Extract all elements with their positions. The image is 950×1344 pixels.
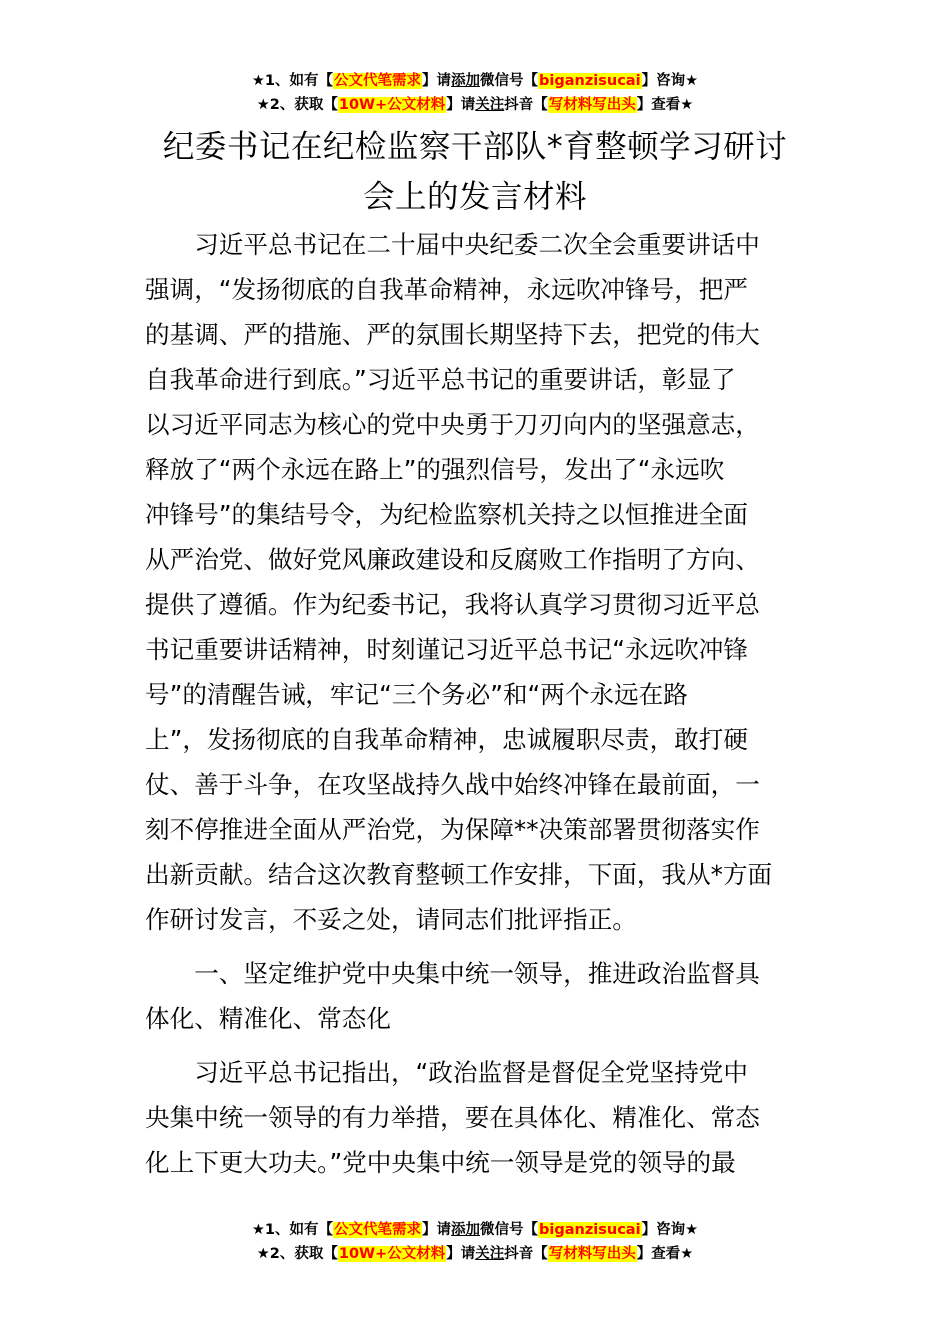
text-line: 释放了“两个永远在路上”的强烈信号，发出了“永远吹: [145, 455, 725, 484]
text-line: 刻不停推进全面从严治党，为保障**决策部署贯彻落实作: [145, 815, 760, 844]
banner-text: 】请: [446, 1246, 476, 1262]
paragraph-gap: [145, 1041, 807, 1050]
highlight-wechat-id: biganzisucai: [539, 73, 641, 89]
banner-line-1: [0, 69, 950, 93]
text-line: 自我革命进行到底。”习近平总书记的重要讲话，彰显了: [145, 365, 736, 394]
banner-line-2: [0, 1242, 950, 1266]
banner-underlined-text: 关注: [475, 97, 505, 113]
text-line: 习近平总书记指出，“政治监督是督促全党坚持党中: [145, 1058, 748, 1087]
text-line: 提供了遵循。作为纪委书记，我将认真学习贯彻习近平总: [145, 590, 760, 619]
section-heading-1: [145, 951, 807, 1041]
text-line: 从严治党、做好党风廉政建设和反腐败工作指明了方向、: [145, 545, 760, 574]
title-line: 纪委书记在纪检监察干部队*育整顿学习研讨: [162, 129, 788, 165]
banner-line-1: [0, 1218, 950, 1242]
banner-text: 微信号【: [480, 1222, 539, 1238]
header-banner: [0, 69, 950, 117]
highlight-materials: 10W+公文材料: [338, 97, 446, 113]
document-title: [120, 122, 830, 222]
banner-text: 】请: [446, 97, 476, 113]
banner-text: 】咨询★: [641, 1222, 699, 1238]
banner-text: 】查看★: [636, 97, 694, 113]
heading-line: 体化、精准化、常态化: [145, 1004, 391, 1033]
banner-text: 】查看★: [636, 1246, 694, 1262]
highlight-service: 公文代笔需求: [334, 73, 422, 89]
highlight-douyin: 写材料写出头: [548, 97, 636, 113]
banner-text: ★2、获取【: [256, 1246, 338, 1262]
paragraph-intro: [145, 222, 807, 942]
text-line: 仗、善于斗争，在攻坚战持久战中始终冲锋在最前面，一: [145, 770, 760, 799]
text-line: 化上下更大功夫。”党中央集中统一领导是党的领导的最: [145, 1148, 736, 1177]
banner-text: 】请: [422, 1222, 452, 1238]
text-line: 习近平总书记在二十届中央纪委二次全会重要讲话中: [145, 230, 760, 259]
paragraph-section-1: [145, 1050, 807, 1185]
text-line: 书记重要讲话精神，时刻谨记习近平总书记“永远吹冲锋: [145, 635, 748, 664]
banner-underlined-text: 关注: [475, 1246, 505, 1262]
banner-underlined-text: 添加: [451, 73, 481, 89]
text-line: 号”的清醒告诫，牢记“三个务必”和“两个永远在路: [145, 680, 688, 709]
banner-text: 微信号【: [480, 73, 539, 89]
text-line: 央集中统一领导的有力举措，要在具体化、精准化、常态: [145, 1103, 760, 1132]
document-body: [145, 222, 807, 1185]
text-line: 冲锋号”的集结号令，为纪检监察机关持之以恒推进全面: [145, 500, 748, 529]
banner-text: 】咨询★: [641, 73, 699, 89]
title-line: 会上的发言材料: [362, 179, 587, 215]
text-line: 上”，发扬彻底的自我革命精神，忠诚履职尽责，敢打硬: [145, 725, 748, 754]
text-line: 作研讨发言，不妥之处，请同志们批评指正。: [145, 905, 637, 934]
text-line: 以习近平同志为核心的党中央勇于刀刃向内的坚强意志，: [145, 410, 760, 439]
banner-line-2: [0, 93, 950, 117]
paragraph-gap: [145, 942, 807, 951]
highlight-douyin: 写材料写出头: [548, 1246, 636, 1262]
highlight-service: 公文代笔需求: [334, 1222, 422, 1238]
footer-banner: [0, 1218, 950, 1266]
highlight-materials: 10W+公文材料: [338, 1246, 446, 1262]
banner-text: 抖音【: [504, 97, 548, 113]
banner-text: ★1、如有【: [251, 73, 334, 89]
highlight-wechat-id: biganzisucai: [539, 1222, 641, 1238]
banner-underlined-text: 添加: [451, 1222, 481, 1238]
text-line: 的基调、严的措施、严的氛围长期坚持下去，把党的伟大: [145, 320, 760, 349]
banner-text: ★2、获取【: [256, 97, 338, 113]
text-line: 出新贡献。结合这次教育整顿工作安排，下面，我从*方面: [145, 860, 773, 889]
heading-line: 一、坚定维护党中央集中统一领导，推进政治监督具: [145, 959, 760, 988]
banner-text: 抖音【: [504, 1246, 548, 1262]
banner-text: 】请: [422, 73, 452, 89]
text-line: 强调，“发扬彻底的自我革命精神，永远吹冲锋号，把严: [145, 275, 748, 304]
banner-text: ★1、如有【: [251, 1222, 334, 1238]
